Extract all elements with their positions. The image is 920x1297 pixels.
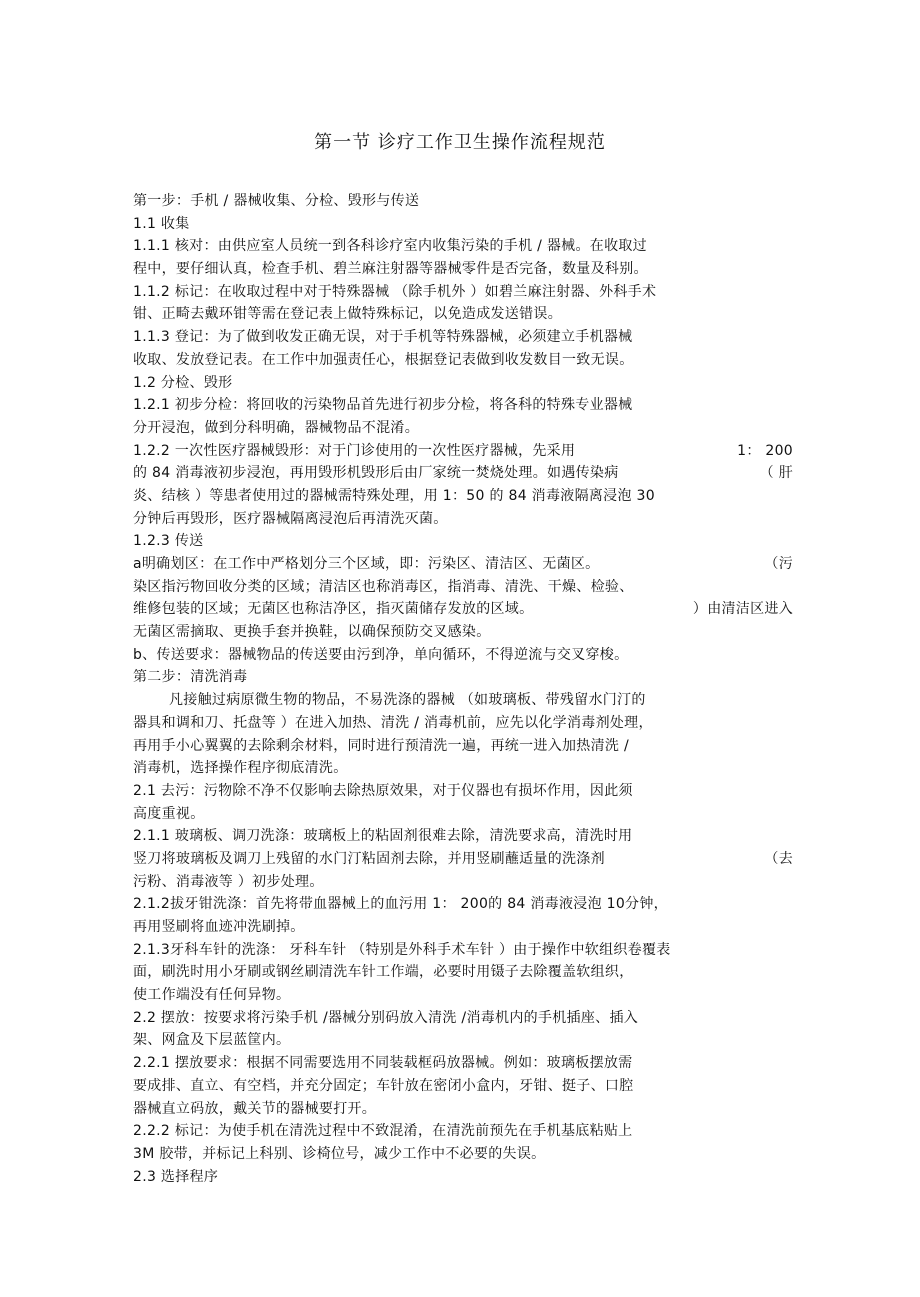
- text-segment: ）由清洁区进入: [692, 601, 793, 618]
- text-line: [133, 644, 793, 667]
- text-line: [133, 485, 793, 508]
- text-segment: 竖刀将玻璃板及调刀上残留的水门汀粘固剂去除，并用竖刷蘸适量的洗涤剂: [133, 850, 605, 867]
- text-segment: 污粉、消毒液等 ）初步处理。: [133, 873, 324, 890]
- text-segment: 收取、发放登记表。在工作中加强责任心，根据登记表做到收发数目一致无误。: [133, 351, 634, 368]
- text-line: [133, 530, 793, 553]
- text-segment: 1.1.3 登记：为了做到收发正确无误，对于手机等特殊器械，必须建立手机器械: [133, 329, 633, 346]
- text-segment: 分开浸泡，做到分科明确，器械物品不混淆。: [133, 419, 419, 436]
- text-segment: 分钟后再毁形，医疗器械隔离浸泡后再清洗灭菌。: [133, 510, 448, 527]
- text-segment: 2.1.3牙科车针的洗涤： 牙科车针 （特别是外科手术车针 ）由于操作中软组织卷覆表: [133, 941, 671, 958]
- text-segment: 第二步：清洗消毒: [133, 669, 248, 686]
- text-line: [133, 1120, 793, 1143]
- text-line: [133, 916, 793, 939]
- text-segment: 1： 200: [737, 442, 793, 459]
- page-title: 第一节 诊疗工作卫生操作流程规范: [314, 132, 606, 153]
- text-line: [133, 893, 793, 916]
- text-segment: 再用竖刷将血迹冲洗刷掉。: [133, 919, 305, 935]
- text-segment: 无菌区需摘取、更换手套并换鞋，以确保预防交叉感染。: [133, 624, 491, 641]
- text-segment: 钳、正畸去戴环钳等需在登记表上做特殊标记，以免造成发送错误。: [133, 306, 562, 323]
- text-line: [133, 621, 793, 644]
- text-segment: 高度重视。: [133, 805, 205, 822]
- text-segment: 2.1.1 玻璃板、调刀洗涤：玻璃板上的粘固剂很难去除，清洗要求高，清洗时用: [133, 828, 633, 845]
- text-line: [133, 372, 793, 395]
- text-line: [133, 303, 793, 326]
- text-segment: 2.2.2 标记：为使手机在清洗过程中不致混淆，在清洗前预先在手机基底粘贴上: [133, 1123, 633, 1140]
- text-line: [133, 757, 793, 780]
- text-line: [133, 825, 793, 848]
- text-segment: 器具和调和刀、托盘等 ）在进入加热、清洗 / 消毒机前，应先以化学消毒剂处理，: [133, 714, 653, 731]
- text-line: [133, 394, 793, 417]
- text-line: [133, 462, 793, 485]
- text-line: [133, 440, 793, 463]
- text-line: [133, 666, 793, 689]
- text-line: [133, 1007, 793, 1030]
- document-body: [133, 190, 793, 1188]
- text-line: [133, 1098, 793, 1121]
- text-segment: 消毒机，选择操作程序彻底清洗。: [133, 760, 348, 777]
- text-line: [133, 689, 793, 712]
- text-line: [133, 213, 793, 236]
- text-segment: 2.2 摆放：按要求将污染手机 /器械分别码放入清洗 /消毒机内的手机插座、插入: [133, 1009, 639, 1026]
- text-line: [133, 576, 793, 599]
- text-line: [133, 871, 793, 894]
- text-segment: 2.2.1 摆放要求：根据不同需要选用不同装载框码放器械。例如：玻璃板摆放需: [133, 1055, 633, 1072]
- text-segment: 2.3 选择程序: [133, 1168, 219, 1185]
- text-line: [133, 735, 793, 758]
- text-line: [133, 1166, 793, 1189]
- text-segment: 3M 胶带，并标记上科别、诊椅位号，减少工作中不必要的失误。: [133, 1145, 546, 1162]
- text-segment: 2.1.2拔牙钳洗涤：首先将带血器械上的血污用 1： 200的 84 消毒液浸泡 10分钟，: [133, 896, 668, 913]
- text-segment: 维修包装的区域；无菌区也称洁净区，指灭菌储存发放的区域。: [133, 601, 534, 618]
- text-segment: 1.1.1 核对：由供应室人员统一到各科诊疗室内收集污染的手机 / 器械。在收取过: [133, 238, 647, 255]
- text-segment: 架、网盒及下层蓝筐内。: [133, 1032, 291, 1049]
- text-segment: 1.2 分检、毁形: [133, 374, 233, 391]
- text-segment: a明确划区：在工作中严格划分三个区域，即：污染区、清洁区、无菌区。: [133, 556, 600, 572]
- text-line: [133, 281, 793, 304]
- text-segment: 要成排、直立、有空档，并充分固定；车针放在密闭小盒内，牙钳、挺子、口腔: [133, 1077, 634, 1094]
- text-line: [133, 258, 793, 281]
- text-line: [133, 235, 793, 258]
- text-line: [133, 1029, 793, 1052]
- text-segment: 1.2.2 一次性医疗器械毁形：对于门诊使用的一次性医疗器械，先采用: [133, 442, 576, 459]
- text-segment: 的 84 消毒液初步浸泡，再用毁形机毁形后由厂家统一焚烧处理。如遇传染病: [133, 465, 619, 482]
- text-segment: 面，刷洗时用小牙刷或钢丝刷清洗车针工作端，必要时用镊子去除覆盖软组织，: [133, 964, 634, 981]
- text-segment: 1.2.3 传送: [133, 533, 204, 550]
- text-line: [133, 349, 793, 372]
- text-segment: 1.2.1 初步分检：将回收的污染物品首先进行初步分检，将各科的特殊专业器械: [133, 397, 633, 414]
- text-segment: （去: [764, 850, 793, 867]
- text-line: [133, 1052, 793, 1075]
- text-line: [133, 326, 793, 349]
- text-line: [133, 780, 793, 803]
- text-line: [133, 984, 793, 1007]
- text-line: [133, 961, 793, 984]
- text-line: [133, 1075, 793, 1098]
- text-segment: 2.1 去污：污物除不净不仅影响去除热原效果，对于仪器也有损坏作用，因此须: [133, 782, 633, 799]
- text-line: [133, 848, 793, 871]
- text-segment: （ 肝: [759, 465, 793, 482]
- text-segment: 器械直立码放，戴关节的器械要打开。: [133, 1100, 377, 1117]
- text-line: [133, 939, 793, 962]
- text-segment: 程中，要仔细认真，检查手机、碧兰麻注射器等器械零件是否完备，数量及科别。: [133, 261, 648, 278]
- text-line: [133, 553, 793, 576]
- text-line: [133, 1143, 793, 1166]
- text-line: [133, 508, 793, 531]
- text-line: [133, 417, 793, 440]
- text-line: [133, 190, 793, 213]
- text-line: [133, 803, 793, 826]
- text-segment: 再用手小心翼翼的去除剩余材料，同时进行预清洗一遍，再统一进入加热清洗 /: [133, 737, 629, 754]
- text-segment: （污: [764, 556, 793, 572]
- text-segment: 染区指污物回收分类的区域；清洁区也称消毒区，指消毒、清洗、干燥、检验、: [133, 578, 634, 595]
- text-segment: 第一步：手机 / 器械收集、分检、毁形与传送: [133, 193, 420, 209]
- text-segment: 炎、结核 ）等患者使用过的器械需特殊处理，用 1：50 的 84 消毒液隔离浸泡 30: [133, 487, 655, 504]
- text-segment: 1.1.2 标记：在收取过程中对于特殊器械 （除手机外 ）如碧兰麻注射器、外科手术: [133, 283, 657, 300]
- text-line: [133, 598, 793, 621]
- text-line: [133, 712, 793, 735]
- text-segment: b、传送要求：器械物品的传送要由污到净，单向循环，不得逆流与交叉穿梭。: [133, 646, 629, 663]
- text-segment: 使工作端没有任何异物。: [133, 987, 291, 1004]
- text-segment: 凡接触过病原微生物的物品，不易洗涤的器械 （如玻璃板、带残留水门汀的: [169, 692, 646, 709]
- text-segment: 1.1 收集: [133, 215, 190, 232]
